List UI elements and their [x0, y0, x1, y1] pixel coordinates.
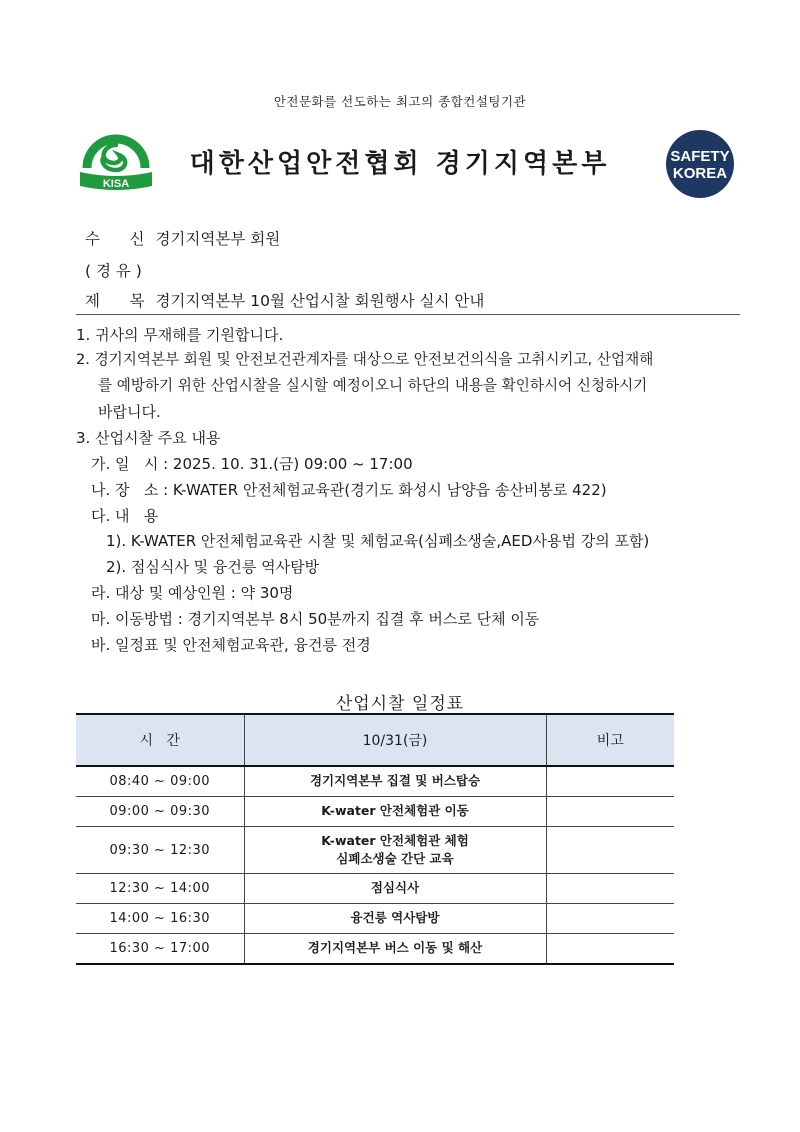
- row-time: 16:30 ~ 17:00: [76, 934, 244, 965]
- row-time: 09:00 ~ 09:30: [76, 797, 244, 827]
- table-row: [76, 797, 674, 827]
- row-note: [546, 874, 674, 904]
- row-note: [546, 827, 674, 874]
- row-time: 09:30 ~ 12:30: [76, 827, 244, 874]
- row-activity: 점심식사: [244, 874, 546, 904]
- item-transport: 마. 이동방법 : 경기지역본부 8시 50분까지 집결 후 버스로 단체 이동: [91, 610, 540, 628]
- table-row: [76, 934, 674, 965]
- row-note: [546, 766, 674, 797]
- schedule-title: 산업시찰 일정표: [335, 694, 465, 714]
- org-title: 대한산업안전협회 경기지역본부: [189, 149, 611, 179]
- via-label: ( 경 유 ): [85, 262, 142, 280]
- item-place: 나. 장 소 : K-WATER 안전체험교육관(경기도 화성시 남양읍 송산비봉로 422): [91, 481, 607, 499]
- row-activity-line-1: K-water 안전체험관 체험: [321, 832, 469, 848]
- via-row: [85, 259, 142, 281]
- row-activity: [244, 827, 546, 874]
- recipient-row: [85, 227, 280, 249]
- row-note: [546, 904, 674, 934]
- item-content-2: 2). 점심식사 및 융건릉 역사탐방: [106, 558, 320, 576]
- paragraph-3: 3. 산업시찰 주요 내용: [76, 429, 221, 447]
- paragraph-2-line-2: 를 예방하기 위한 산업시찰을 실시할 예정이오니 하단의 내용을 확인하시어 신청하시기: [98, 377, 648, 394]
- paragraph-2-line-3: 바랍니다.: [98, 403, 161, 421]
- row-time: 08:40 ~ 09:00: [76, 766, 244, 797]
- header-date: 10/31(금): [244, 714, 546, 766]
- row-note: [546, 934, 674, 965]
- subject-value: 경기지역본부 10월 산업시찰 회원행사 실시 안내: [155, 292, 485, 310]
- header-divider: [76, 314, 740, 315]
- item-date: 가. 일 시 : 2025. 10. 31.(금) 09:00 ~ 17:00: [91, 455, 413, 473]
- row-time: 14:00 ~ 16:30: [76, 904, 244, 934]
- subject-label: 제 목: [85, 292, 145, 310]
- schedule-table: [76, 713, 674, 965]
- safety-korea-logo: [664, 128, 736, 200]
- row-activity: 경기지역본부 버스 이동 및 해산: [244, 934, 546, 965]
- kisa-logo-text: KISA: [102, 178, 130, 190]
- paragraph-2-line-1: 2. 경기지역본부 회원 및 안전보건관계자를 대상으로 안전보건의식을 고취시키고, 산업재해: [76, 351, 654, 368]
- row-note: [546, 797, 674, 827]
- header-time: 시 간: [76, 714, 244, 766]
- item-attachments: 바. 일정표 및 안전체험교육관, 융건릉 전경: [91, 636, 371, 654]
- item-content: 다. 내 용: [91, 507, 159, 525]
- slogan: 안전문화를 선도하는 최고의 종합컨설팅기관: [273, 94, 527, 109]
- header-note: 비고: [546, 714, 674, 766]
- row-activity: K-water 안전체험관 이동: [244, 797, 546, 827]
- row-time: 12:30 ~ 14:00: [76, 874, 244, 904]
- table-row: [76, 904, 674, 934]
- subject-row: [85, 289, 484, 311]
- recipient-value: 경기지역본부 회원: [155, 230, 281, 248]
- table-row: [76, 766, 674, 797]
- safety-logo-line2: KOREA: [672, 165, 728, 182]
- schedule-header-row: [76, 714, 674, 766]
- table-row: [76, 874, 674, 904]
- row-activity: 융건릉 역사탐방: [244, 904, 546, 934]
- table-row: [76, 827, 674, 874]
- row-activity: 경기지역본부 집결 및 버스탑승: [244, 766, 546, 797]
- row-activity-line-2: 심폐소생술 간단 교육: [336, 851, 454, 866]
- paragraph-1: 1. 귀사의 무재해를 기원합니다.: [76, 326, 284, 344]
- item-participants: 라. 대상 및 예상인원 : 약 30명: [91, 584, 294, 602]
- safety-logo-line1: SAFETY: [670, 148, 730, 165]
- recipient-label: 수 신: [85, 230, 145, 248]
- item-content-1: 1). K-WATER 안전체험교육관 시찰 및 체험교육(심폐소생술,AED사용법 강의 포함): [106, 532, 650, 550]
